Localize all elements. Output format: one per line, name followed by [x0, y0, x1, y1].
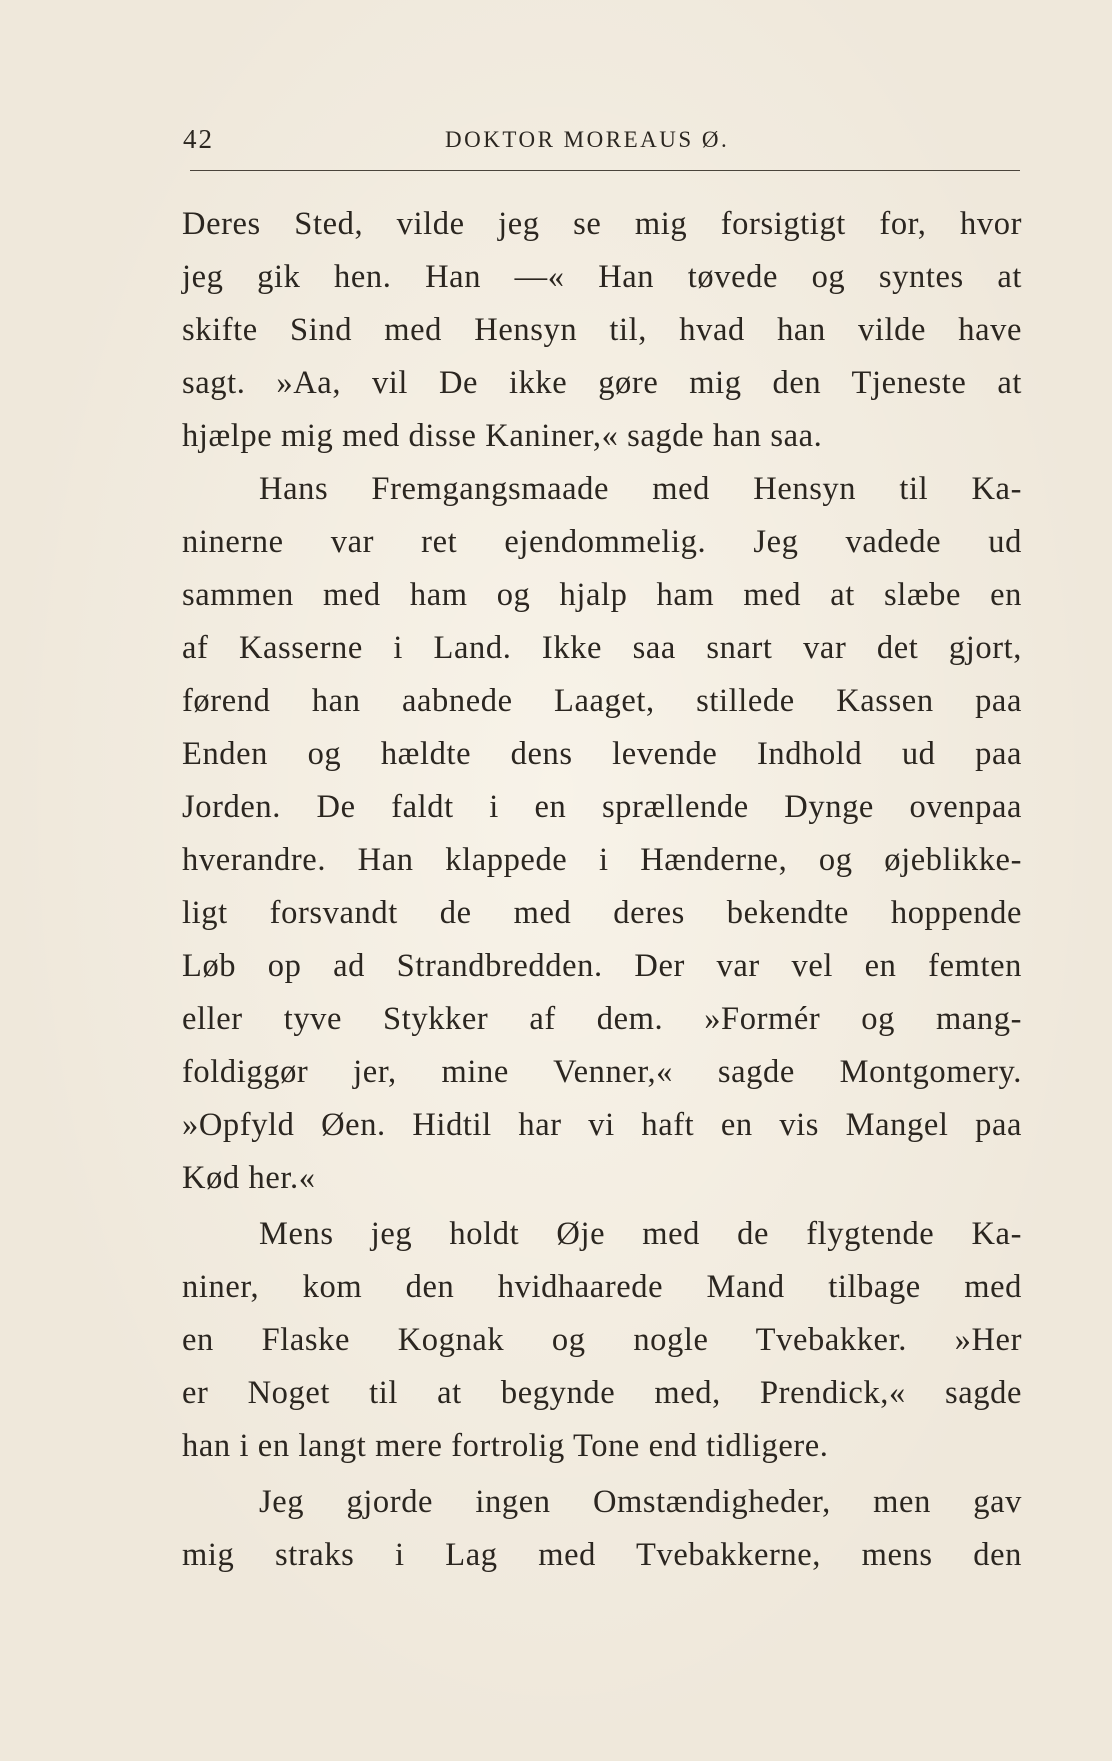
text-line: Deres Sted, vilde jeg se mig forsigtigt for, hvor — [182, 206, 1022, 242]
text-line: en Flaske Kognak og nogle Tvebakker. »Her — [182, 1322, 1022, 1358]
text-line: Hans Fremgangsmaade med Hensyn til Ka- — [259, 471, 1022, 507]
header-rule — [190, 170, 1020, 171]
text-line: Mens jeg holdt Øje med de flygtende Ka- — [259, 1216, 1022, 1252]
text-line: er Noget til at begynde med, Prendick,« sagde — [182, 1375, 1022, 1411]
text-line: foldiggør jer, mine Venner,« sagde Montgomery. — [182, 1054, 1022, 1090]
text-line: ligt forsvandt de med deres bekendte hoppende — [182, 895, 1022, 931]
text-line: Kød her.« — [182, 1160, 316, 1196]
text-line: skifte Sind med Hensyn til, hvad han vilde have — [182, 312, 1022, 348]
page-number: 42 — [183, 124, 214, 154]
text-line: sagt. »Aa, vil De ikke gøre mig den Tjeneste at — [182, 365, 1022, 401]
text-line: Løb op ad Strandbredden. Der var vel en femten — [182, 948, 1022, 984]
text-line: sammen med ham og hjalp ham med at slæbe en — [182, 577, 1022, 613]
text-line: førend han aabnede Laaget, stillede Kassen paa — [182, 683, 1022, 719]
text-line: jeg gik hen. Han —« Han tøvede og syntes at — [182, 259, 1022, 295]
text-line: eller tyve Stykker af dem. »Formér og mang- — [182, 1001, 1022, 1037]
text-line: hverandre. Han klappede i Hænderne, og øjeblikke- — [182, 842, 1022, 878]
text-line: Enden og hældte dens levende Indhold ud paa — [182, 736, 1022, 772]
text-line: niner, kom den hvidhaarede Mand tilbage med — [182, 1269, 1022, 1305]
text-line: Jorden. De faldt i en sprællende Dynge ovenpaa — [182, 789, 1022, 825]
text-line: han i en langt mere fortrolig Tone end tidligere. — [182, 1428, 829, 1464]
running-title: DOKTOR MOREAUS Ø. — [445, 127, 730, 152]
text-line: Jeg gjorde ingen Omstændigheder, men gav — [259, 1484, 1022, 1520]
text-line: ninerne var ret ejendommelig. Jeg vadede ud — [182, 524, 1022, 560]
text-line: mig straks i Lag med Tvebakkerne, mens den — [182, 1537, 1022, 1573]
text-line: af Kasserne i Land. Ikke saa snart var det gjort, — [182, 630, 1022, 666]
body-text — [182, 198, 1022, 1582]
text-line: hjælpe mig med disse Kaniner,« sagde han saa. — [182, 418, 823, 454]
text-line: »Opfyld Øen. Hidtil har vi haft en vis Mangel paa — [182, 1107, 1022, 1143]
page-header — [183, 124, 1019, 164]
